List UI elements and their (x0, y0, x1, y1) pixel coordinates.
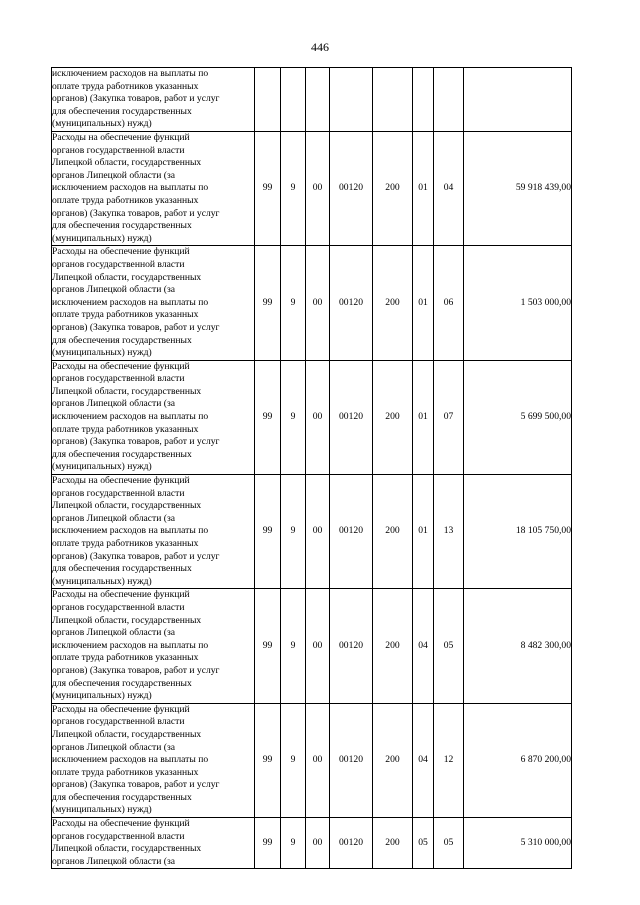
main-activity-code-cell: 00 (306, 589, 330, 703)
description-line: исключением расходов на выплаты по (52, 754, 209, 766)
table-row (52, 589, 572, 703)
expense-type-cell: 200 (373, 703, 413, 817)
description-line: (муниципальных) нужд) (52, 575, 152, 587)
amount-cell: 6 870 200,00 (464, 703, 572, 817)
description-line: органов государственной власти (52, 830, 185, 842)
table-row (52, 132, 572, 246)
expense-description (52, 360, 255, 474)
description-line: для обеспечения государственных (52, 677, 192, 689)
expense-description (52, 589, 255, 703)
description-line: (муниципальных) нужд) (52, 804, 152, 816)
description-line: исключением расходов на выплаты по (52, 182, 209, 194)
expense-description (52, 703, 255, 817)
direction-code-cell: 00120 (330, 246, 373, 360)
expense-description (52, 68, 255, 132)
page-number: 446 (311, 40, 329, 54)
description-line: Расходы на обеспечение функций (52, 818, 190, 830)
amount-cell: 59 918 439,00 (464, 132, 572, 246)
description-line: оплате труда работников указанных (52, 80, 199, 92)
amount-cell: 5 699 500,00 (464, 360, 572, 474)
main-activity-code-cell: 00 (306, 703, 330, 817)
section-cell: 01 (413, 132, 434, 246)
amount-cell (464, 68, 572, 132)
main-activity-code-cell: 00 (306, 132, 330, 246)
description-line: исключением расходов на выплаты по (52, 525, 209, 537)
description-line: органов государственной власти (52, 487, 185, 499)
description-line: Липецкой области, государственных (52, 500, 202, 512)
expense-type-cell: 200 (373, 246, 413, 360)
description-line: (муниципальных) нужд) (52, 118, 152, 130)
direction-code-cell: 00120 (330, 132, 373, 246)
main-activity-code-cell: 00 (306, 246, 330, 360)
section-cell: 05 (413, 818, 434, 869)
expense-type-cell: 200 (373, 360, 413, 474)
description-line: исключением расходов на выплаты по (52, 639, 209, 651)
description-line: органов) (Закупка товаров, работ и услуг (52, 207, 220, 219)
expense-type-cell: 200 (373, 589, 413, 703)
subsection-cell: 05 (434, 589, 464, 703)
description-line: Липецкой области, государственных (52, 843, 202, 855)
expense-description (52, 132, 255, 246)
description-line: Расходы на обеспечение функций (52, 589, 190, 601)
description-line: для обеспечения государственных (52, 105, 192, 117)
description-line: исключением расходов на выплаты по (52, 68, 209, 80)
expense-type-cell: 200 (373, 818, 413, 869)
description-line: Расходы на обеспечение функций (52, 132, 190, 143)
description-line: оплате труда работников указанных (52, 423, 199, 435)
description-line: Расходы на обеспечение функций (52, 703, 190, 715)
description-line: для обеспечения государственных (52, 448, 192, 460)
description-line: органов государственной власти (52, 144, 185, 156)
description-line: исключением расходов на выплаты по (52, 296, 209, 308)
table-body (52, 68, 572, 869)
main-activity-code-cell: 00 (306, 360, 330, 474)
program-code-cell: 99 (255, 132, 281, 246)
description-line: органов) (Закупка товаров, работ и услуг (52, 321, 220, 333)
direction-code-cell: 00120 (330, 703, 373, 817)
program-code-cell (255, 68, 281, 132)
program-code-cell: 99 (255, 360, 281, 474)
description-line: Расходы на обеспечение функций (52, 360, 190, 372)
description-line: Липецкой области, государственных (52, 271, 202, 283)
description-line: органов государственной власти (52, 258, 185, 270)
direction-code-cell: 00120 (330, 818, 373, 869)
subprogram-code-cell: 9 (281, 589, 306, 703)
description-line: органов Липецкой области (за (52, 169, 176, 181)
description-line: (муниципальных) нужд) (52, 347, 152, 359)
amount-cell: 18 105 750,00 (464, 475, 572, 589)
description-line: органов) (Закупка товаров, работ и услуг (52, 550, 220, 562)
description-line: органов Липецкой области (за (52, 512, 176, 524)
description-line: органов государственной власти (52, 716, 185, 728)
program-code-cell: 99 (255, 246, 281, 360)
program-code-cell: 99 (255, 818, 281, 869)
amount-cell: 8 482 300,00 (464, 589, 572, 703)
description-line: для обеспечения государственных (52, 334, 192, 346)
description-line: Липецкой области, государственных (52, 385, 202, 397)
subprogram-code-cell (281, 68, 306, 132)
subprogram-code-cell: 9 (281, 360, 306, 474)
expense-type-cell: 200 (373, 475, 413, 589)
subprogram-code-cell: 9 (281, 818, 306, 869)
description-line: Липецкой области, государственных (52, 728, 202, 740)
description-line: органов государственной власти (52, 601, 185, 613)
description-line: (муниципальных) нужд) (52, 461, 152, 473)
subsection-cell: 05 (434, 818, 464, 869)
description-line: органов) (Закупка товаров, работ и услуг (52, 436, 220, 448)
expense-type-cell: 200 (373, 132, 413, 246)
subsection-cell: 07 (434, 360, 464, 474)
description-line: для обеспечения государственных (52, 220, 192, 232)
program-code-cell: 99 (255, 475, 281, 589)
budget-table (51, 67, 572, 869)
subprogram-code-cell: 9 (281, 703, 306, 817)
amount-cell: 1 503 000,00 (464, 246, 572, 360)
table-row (52, 360, 572, 474)
subsection-cell (434, 68, 464, 132)
table-row (52, 475, 572, 589)
section-cell: 01 (413, 475, 434, 589)
subsection-cell: 06 (434, 246, 464, 360)
description-line: (муниципальных) нужд) (52, 232, 152, 244)
direction-code-cell: 00120 (330, 360, 373, 474)
description-line: органов государственной власти (52, 373, 185, 385)
program-code-cell: 99 (255, 703, 281, 817)
description-line: Расходы на обеспечение функций (52, 246, 190, 258)
description-line: Липецкой области, государственных (52, 157, 202, 169)
table-row (52, 68, 572, 132)
expense-description (52, 475, 255, 589)
program-code-cell: 99 (255, 589, 281, 703)
subsection-cell: 12 (434, 703, 464, 817)
section-cell (413, 68, 434, 132)
description-line: исключением расходов на выплаты по (52, 411, 209, 423)
description-line: Расходы на обеспечение функций (52, 475, 190, 487)
description-line: оплате труда работников указанных (52, 309, 199, 321)
description-line: для обеспечения государственных (52, 791, 192, 803)
main-activity-code-cell: 00 (306, 475, 330, 589)
expense-description (52, 246, 255, 360)
description-line: органов) (Закупка товаров, работ и услуг (52, 93, 220, 105)
description-line: оплате труда работников указанных (52, 194, 199, 206)
description-line: органов Липецкой области (за (52, 627, 176, 639)
main-activity-code-cell (306, 68, 330, 132)
section-cell: 01 (413, 246, 434, 360)
direction-code-cell: 00120 (330, 589, 373, 703)
direction-code-cell: 00120 (330, 475, 373, 589)
description-line: органов Липецкой области (за (52, 855, 176, 867)
description-line: оплате труда работников указанных (52, 652, 199, 664)
description-line: органов Липецкой области (за (52, 284, 176, 296)
section-cell: 04 (413, 703, 434, 817)
expense-description (52, 818, 255, 869)
subsection-cell: 04 (434, 132, 464, 246)
section-cell: 04 (413, 589, 434, 703)
table-row (52, 703, 572, 817)
description-line: оплате труда работников указанных (52, 538, 199, 549)
description-line: (муниципальных) нужд) (52, 690, 152, 702)
subprogram-code-cell: 9 (281, 246, 306, 360)
description-line: органов) (Закупка товаров, работ и услуг (52, 779, 220, 791)
description-line: для обеспечения государственных (52, 563, 192, 575)
main-activity-code-cell: 00 (306, 818, 330, 869)
description-line: органов) (Закупка товаров, работ и услуг (52, 664, 220, 676)
description-line: органов Липецкой области (за (52, 741, 176, 753)
table-row (52, 246, 572, 360)
section-cell: 01 (413, 360, 434, 474)
subprogram-code-cell: 9 (281, 132, 306, 246)
direction-code-cell (330, 68, 373, 132)
table-row (52, 818, 572, 869)
description-line: оплате труда работников указанных (52, 766, 199, 778)
description-line: Липецкой области, государственных (52, 614, 202, 626)
description-line: органов Липецкой области (за (52, 398, 176, 410)
subprogram-code-cell: 9 (281, 475, 306, 589)
subsection-cell: 13 (434, 475, 464, 589)
amount-cell: 5 310 000,00 (464, 818, 572, 869)
expense-type-cell (373, 68, 413, 132)
